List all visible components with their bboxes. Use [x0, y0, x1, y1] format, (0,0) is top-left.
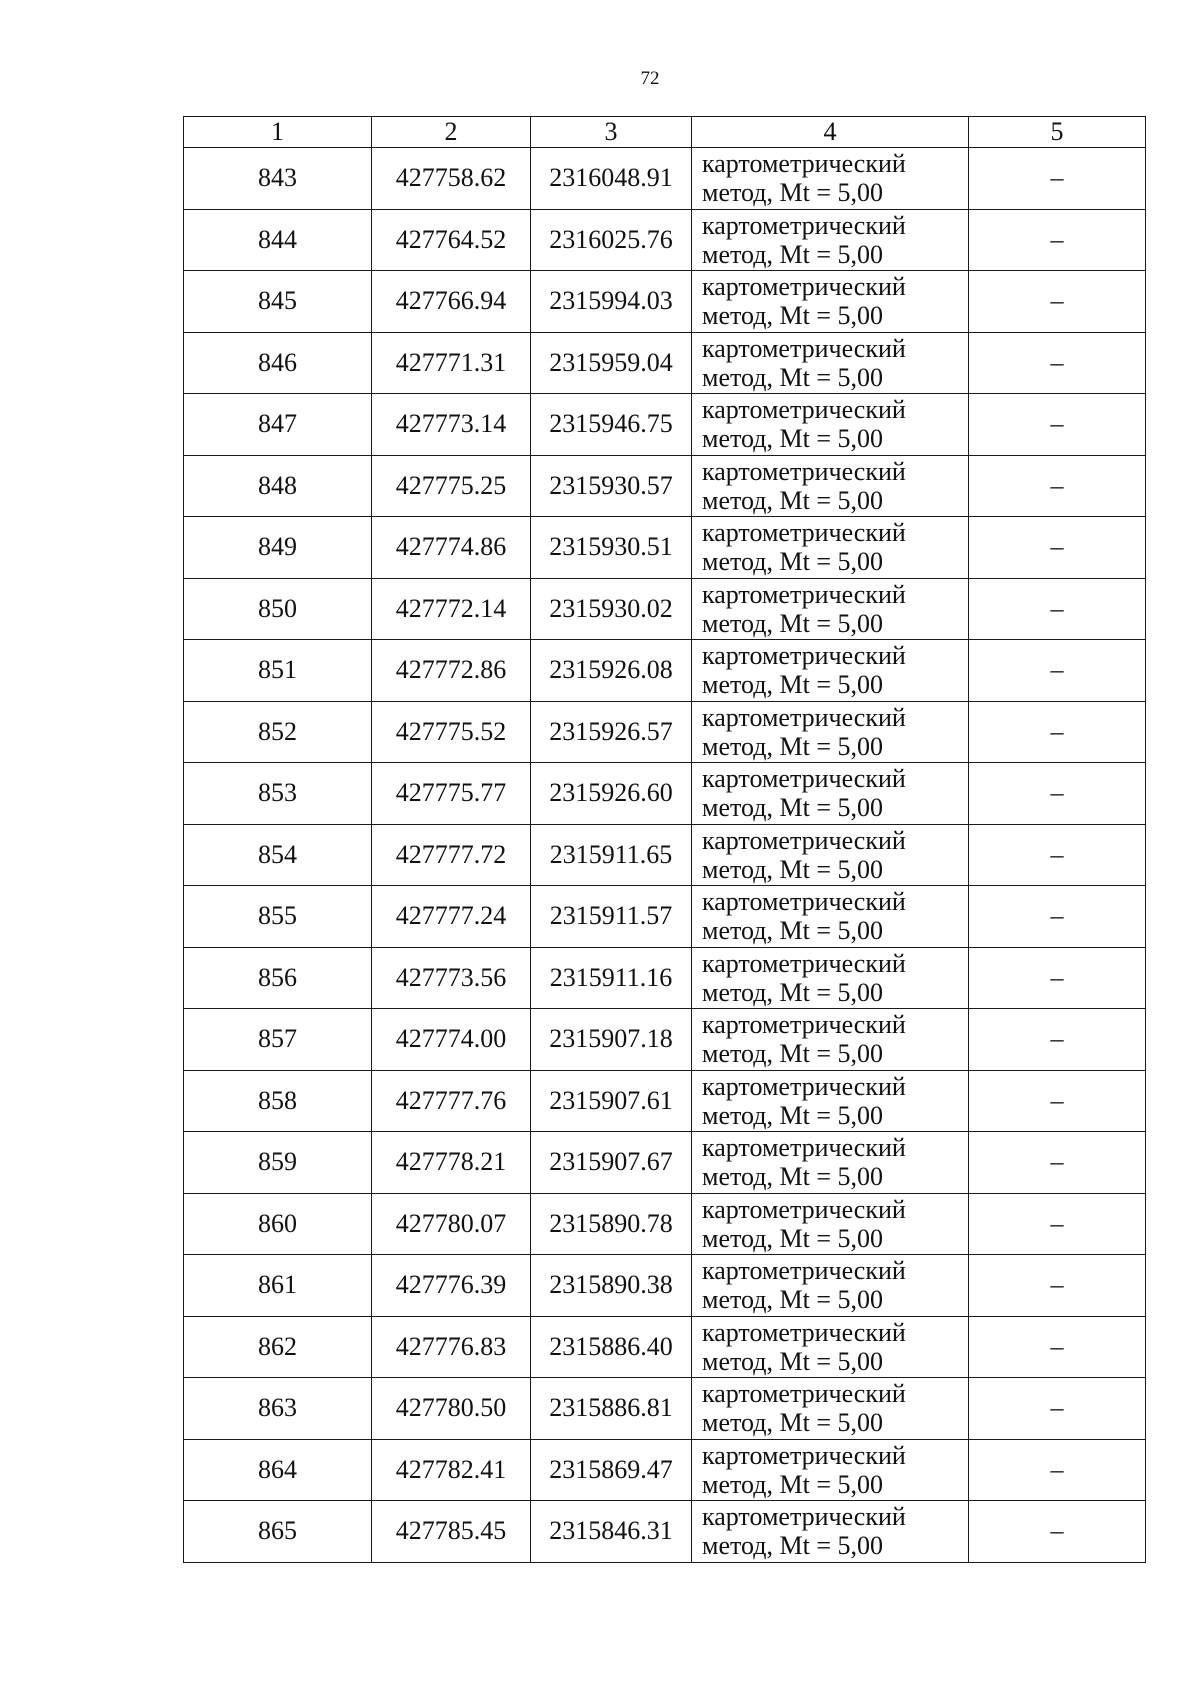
y-coordinate-cell: 2315907.18: [531, 1009, 692, 1071]
method-line-1: картометрический: [702, 1010, 906, 1040]
y-coordinate-cell: 2315890.78: [531, 1193, 692, 1255]
x-coordinate-cell: 427764.52: [372, 209, 531, 271]
x-coordinate-cell: 427776.39: [372, 1255, 531, 1317]
y-coordinate-cell: 2315946.75: [531, 394, 692, 456]
note-cell: –: [969, 394, 1146, 456]
method-line-1: картометрический: [702, 702, 906, 732]
x-coordinate-cell: 427780.07: [372, 1193, 531, 1255]
method-cell: [692, 1501, 969, 1563]
method-line-2: метод, Mt = 5,00: [702, 1162, 883, 1192]
table-row: [184, 1255, 1146, 1317]
x-coordinate-cell: 427775.52: [372, 701, 531, 763]
method-line-1: картометрический: [702, 1256, 906, 1286]
point-number-cell: 849: [184, 517, 372, 579]
note-cell: –: [969, 886, 1146, 948]
y-coordinate-cell: 2315890.38: [531, 1255, 692, 1317]
method-cell: [692, 640, 969, 702]
point-number-cell: 858: [184, 1070, 372, 1132]
note-cell: –: [969, 1070, 1146, 1132]
method-line-1: картометрический: [702, 149, 906, 179]
method-line-2: метод, Mt = 5,00: [702, 1223, 883, 1253]
note-cell: –: [969, 578, 1146, 640]
point-number-cell: 847: [184, 394, 372, 456]
table-row: [184, 332, 1146, 394]
method-cell: [692, 947, 969, 1009]
method-line-1: картометрический: [702, 456, 906, 486]
x-coordinate-cell: 427775.77: [372, 763, 531, 825]
x-coordinate-cell: 427785.45: [372, 1501, 531, 1563]
note-cell: –: [969, 455, 1146, 517]
point-number-cell: 846: [184, 332, 372, 394]
y-coordinate-cell: 2315846.31: [531, 1501, 692, 1563]
x-coordinate-cell: 427774.86: [372, 517, 531, 579]
note-cell: –: [969, 763, 1146, 825]
note-cell: –: [969, 1132, 1146, 1194]
method-line-2: метод, Mt = 5,00: [702, 977, 883, 1007]
method-line-1: картометрический: [702, 825, 906, 855]
coordinates-table: [183, 116, 1146, 1563]
method-line-2: метод, Mt = 5,00: [702, 424, 883, 454]
y-coordinate-cell: 2315911.65: [531, 824, 692, 886]
method-line-2: метод, Mt = 5,00: [702, 793, 883, 823]
method-cell: [692, 1255, 969, 1317]
y-coordinate-cell: 2315911.16: [531, 947, 692, 1009]
method-line-1: картометрический: [702, 948, 906, 978]
method-line-2: метод, Mt = 5,00: [702, 670, 883, 700]
table-row: [184, 640, 1146, 702]
x-coordinate-cell: 427773.14: [372, 394, 531, 456]
method-line-1: картометрический: [702, 579, 906, 609]
note-cell: –: [969, 148, 1146, 210]
method-cell: [692, 1070, 969, 1132]
x-coordinate-cell: 427772.86: [372, 640, 531, 702]
note-cell: –: [969, 1378, 1146, 1440]
method-cell: [692, 1193, 969, 1255]
table-row: [184, 1316, 1146, 1378]
method-line-2: метод, Mt = 5,00: [702, 1408, 883, 1438]
note-cell: –: [969, 209, 1146, 271]
method-cell: [692, 148, 969, 210]
point-number-cell: 851: [184, 640, 372, 702]
x-coordinate-cell: 427777.76: [372, 1070, 531, 1132]
point-number-cell: 853: [184, 763, 372, 825]
point-number-cell: 860: [184, 1193, 372, 1255]
y-coordinate-cell: 2315930.57: [531, 455, 692, 517]
method-cell: [692, 1439, 969, 1501]
table-row: [184, 1132, 1146, 1194]
method-line-2: метод, Mt = 5,00: [702, 1531, 883, 1561]
method-line-2: метод, Mt = 5,00: [702, 239, 883, 269]
y-coordinate-cell: 2315869.47: [531, 1439, 692, 1501]
y-coordinate-cell: 2316025.76: [531, 209, 692, 271]
note-cell: –: [969, 271, 1146, 333]
method-line-2: метод, Mt = 5,00: [702, 1039, 883, 1069]
column-header-3: 3: [531, 117, 692, 148]
method-line-2: метод, Mt = 5,00: [702, 301, 883, 331]
method-line-1: картометрический: [702, 1379, 906, 1409]
y-coordinate-cell: 2315907.61: [531, 1070, 692, 1132]
y-coordinate-cell: 2315930.02: [531, 578, 692, 640]
method-cell: [692, 394, 969, 456]
point-number-cell: 865: [184, 1501, 372, 1563]
y-coordinate-cell: 2315959.04: [531, 332, 692, 394]
table-row: [184, 763, 1146, 825]
method-line-1: картометрический: [702, 1194, 906, 1224]
page-number: 72: [640, 68, 660, 89]
note-cell: –: [969, 1439, 1146, 1501]
x-coordinate-cell: 427778.21: [372, 1132, 531, 1194]
method-cell: [692, 1132, 969, 1194]
method-cell: [692, 578, 969, 640]
x-coordinate-cell: 427772.14: [372, 578, 531, 640]
method-line-2: метод, Mt = 5,00: [702, 1285, 883, 1315]
note-cell: –: [969, 947, 1146, 1009]
method-line-1: картометрический: [702, 272, 906, 302]
table-row: [184, 271, 1146, 333]
table-row: [184, 947, 1146, 1009]
x-coordinate-cell: 427773.56: [372, 947, 531, 1009]
point-number-cell: 863: [184, 1378, 372, 1440]
x-coordinate-cell: 427777.72: [372, 824, 531, 886]
y-coordinate-cell: 2315926.57: [531, 701, 692, 763]
x-coordinate-cell: 427780.50: [372, 1378, 531, 1440]
point-number-cell: 843: [184, 148, 372, 210]
point-number-cell: 852: [184, 701, 372, 763]
method-line-2: метод, Mt = 5,00: [702, 608, 883, 638]
table-row: [184, 394, 1146, 456]
method-line-1: картометрический: [702, 887, 906, 917]
method-line-1: картометрический: [702, 1440, 906, 1470]
y-coordinate-cell: 2315907.67: [531, 1132, 692, 1194]
y-coordinate-cell: 2315926.08: [531, 640, 692, 702]
point-number-cell: 855: [184, 886, 372, 948]
x-coordinate-cell: 427777.24: [372, 886, 531, 948]
point-number-cell: 861: [184, 1255, 372, 1317]
method-line-1: картометрический: [702, 1502, 906, 1532]
table-header: [184, 117, 1146, 148]
method-cell: [692, 824, 969, 886]
method-line-1: картометрический: [702, 1071, 906, 1101]
method-line-2: метод, Mt = 5,00: [702, 178, 883, 208]
y-coordinate-cell: 2315926.60: [531, 763, 692, 825]
method-cell: [692, 763, 969, 825]
table-row: [184, 1501, 1146, 1563]
table-row: [184, 209, 1146, 271]
table-row: [184, 148, 1146, 210]
method-line-1: картометрический: [702, 395, 906, 425]
point-number-cell: 859: [184, 1132, 372, 1194]
table-row: [184, 517, 1146, 579]
header-row: [184, 117, 1146, 148]
table-row: [184, 701, 1146, 763]
y-coordinate-cell: 2316048.91: [531, 148, 692, 210]
method-cell: [692, 332, 969, 394]
method-line-2: метод, Mt = 5,00: [702, 1346, 883, 1376]
method-line-1: картометрический: [702, 210, 906, 240]
note-cell: –: [969, 1255, 1146, 1317]
column-header-5: 5: [969, 117, 1146, 148]
table-body: [184, 148, 1146, 1563]
method-cell: [692, 1316, 969, 1378]
method-line-2: метод, Mt = 5,00: [702, 362, 883, 392]
y-coordinate-cell: 2315886.81: [531, 1378, 692, 1440]
x-coordinate-cell: 427775.25: [372, 455, 531, 517]
method-line-2: метод, Mt = 5,00: [702, 731, 883, 761]
point-number-cell: 848: [184, 455, 372, 517]
x-coordinate-cell: 427782.41: [372, 1439, 531, 1501]
method-line-1: картометрический: [702, 333, 906, 363]
point-number-cell: 857: [184, 1009, 372, 1071]
point-number-cell: 862: [184, 1316, 372, 1378]
method-cell: [692, 701, 969, 763]
x-coordinate-cell: 427771.31: [372, 332, 531, 394]
note-cell: –: [969, 1009, 1146, 1071]
method-cell: [692, 517, 969, 579]
table-row: [184, 886, 1146, 948]
table-row: [184, 1009, 1146, 1071]
x-coordinate-cell: 427758.62: [372, 148, 531, 210]
column-header-4: 4: [692, 117, 969, 148]
point-number-cell: 864: [184, 1439, 372, 1501]
note-cell: –: [969, 1501, 1146, 1563]
method-line-2: метод, Mt = 5,00: [702, 916, 883, 946]
column-header-1: 1: [184, 117, 372, 148]
x-coordinate-cell: 427776.83: [372, 1316, 531, 1378]
point-number-cell: 850: [184, 578, 372, 640]
y-coordinate-cell: 2315994.03: [531, 271, 692, 333]
method-line-2: метод, Mt = 5,00: [702, 854, 883, 884]
method-line-2: метод, Mt = 5,00: [702, 485, 883, 515]
method-line-1: картометрический: [702, 1317, 906, 1347]
point-number-cell: 844: [184, 209, 372, 271]
x-coordinate-cell: 427774.00: [372, 1009, 531, 1071]
method-cell: [692, 455, 969, 517]
method-cell: [692, 886, 969, 948]
method-line-1: картометрический: [702, 1133, 906, 1163]
method-line-2: метод, Mt = 5,00: [702, 1469, 883, 1499]
y-coordinate-cell: 2315930.51: [531, 517, 692, 579]
method-cell: [692, 1009, 969, 1071]
method-line-2: метод, Mt = 5,00: [702, 547, 883, 577]
note-cell: –: [969, 517, 1146, 579]
table-row: [184, 1439, 1146, 1501]
column-header-2: 2: [372, 117, 531, 148]
table-row: [184, 578, 1146, 640]
method-cell: [692, 209, 969, 271]
x-coordinate-cell: 427766.94: [372, 271, 531, 333]
table-row: [184, 1193, 1146, 1255]
table-row: [184, 824, 1146, 886]
note-cell: –: [969, 1193, 1146, 1255]
point-number-cell: 854: [184, 824, 372, 886]
method-line-2: метод, Mt = 5,00: [702, 1100, 883, 1130]
method-line-1: картометрический: [702, 641, 906, 671]
note-cell: –: [969, 701, 1146, 763]
note-cell: –: [969, 332, 1146, 394]
table-row: [184, 1378, 1146, 1440]
y-coordinate-cell: 2315886.40: [531, 1316, 692, 1378]
table-row: [184, 1070, 1146, 1132]
method-cell: [692, 271, 969, 333]
method-line-1: картометрический: [702, 764, 906, 794]
table-row: [184, 455, 1146, 517]
note-cell: –: [969, 1316, 1146, 1378]
note-cell: –: [969, 824, 1146, 886]
point-number-cell: 845: [184, 271, 372, 333]
note-cell: –: [969, 640, 1146, 702]
method-line-1: картометрический: [702, 518, 906, 548]
y-coordinate-cell: 2315911.57: [531, 886, 692, 948]
method-cell: [692, 1378, 969, 1440]
point-number-cell: 856: [184, 947, 372, 1009]
